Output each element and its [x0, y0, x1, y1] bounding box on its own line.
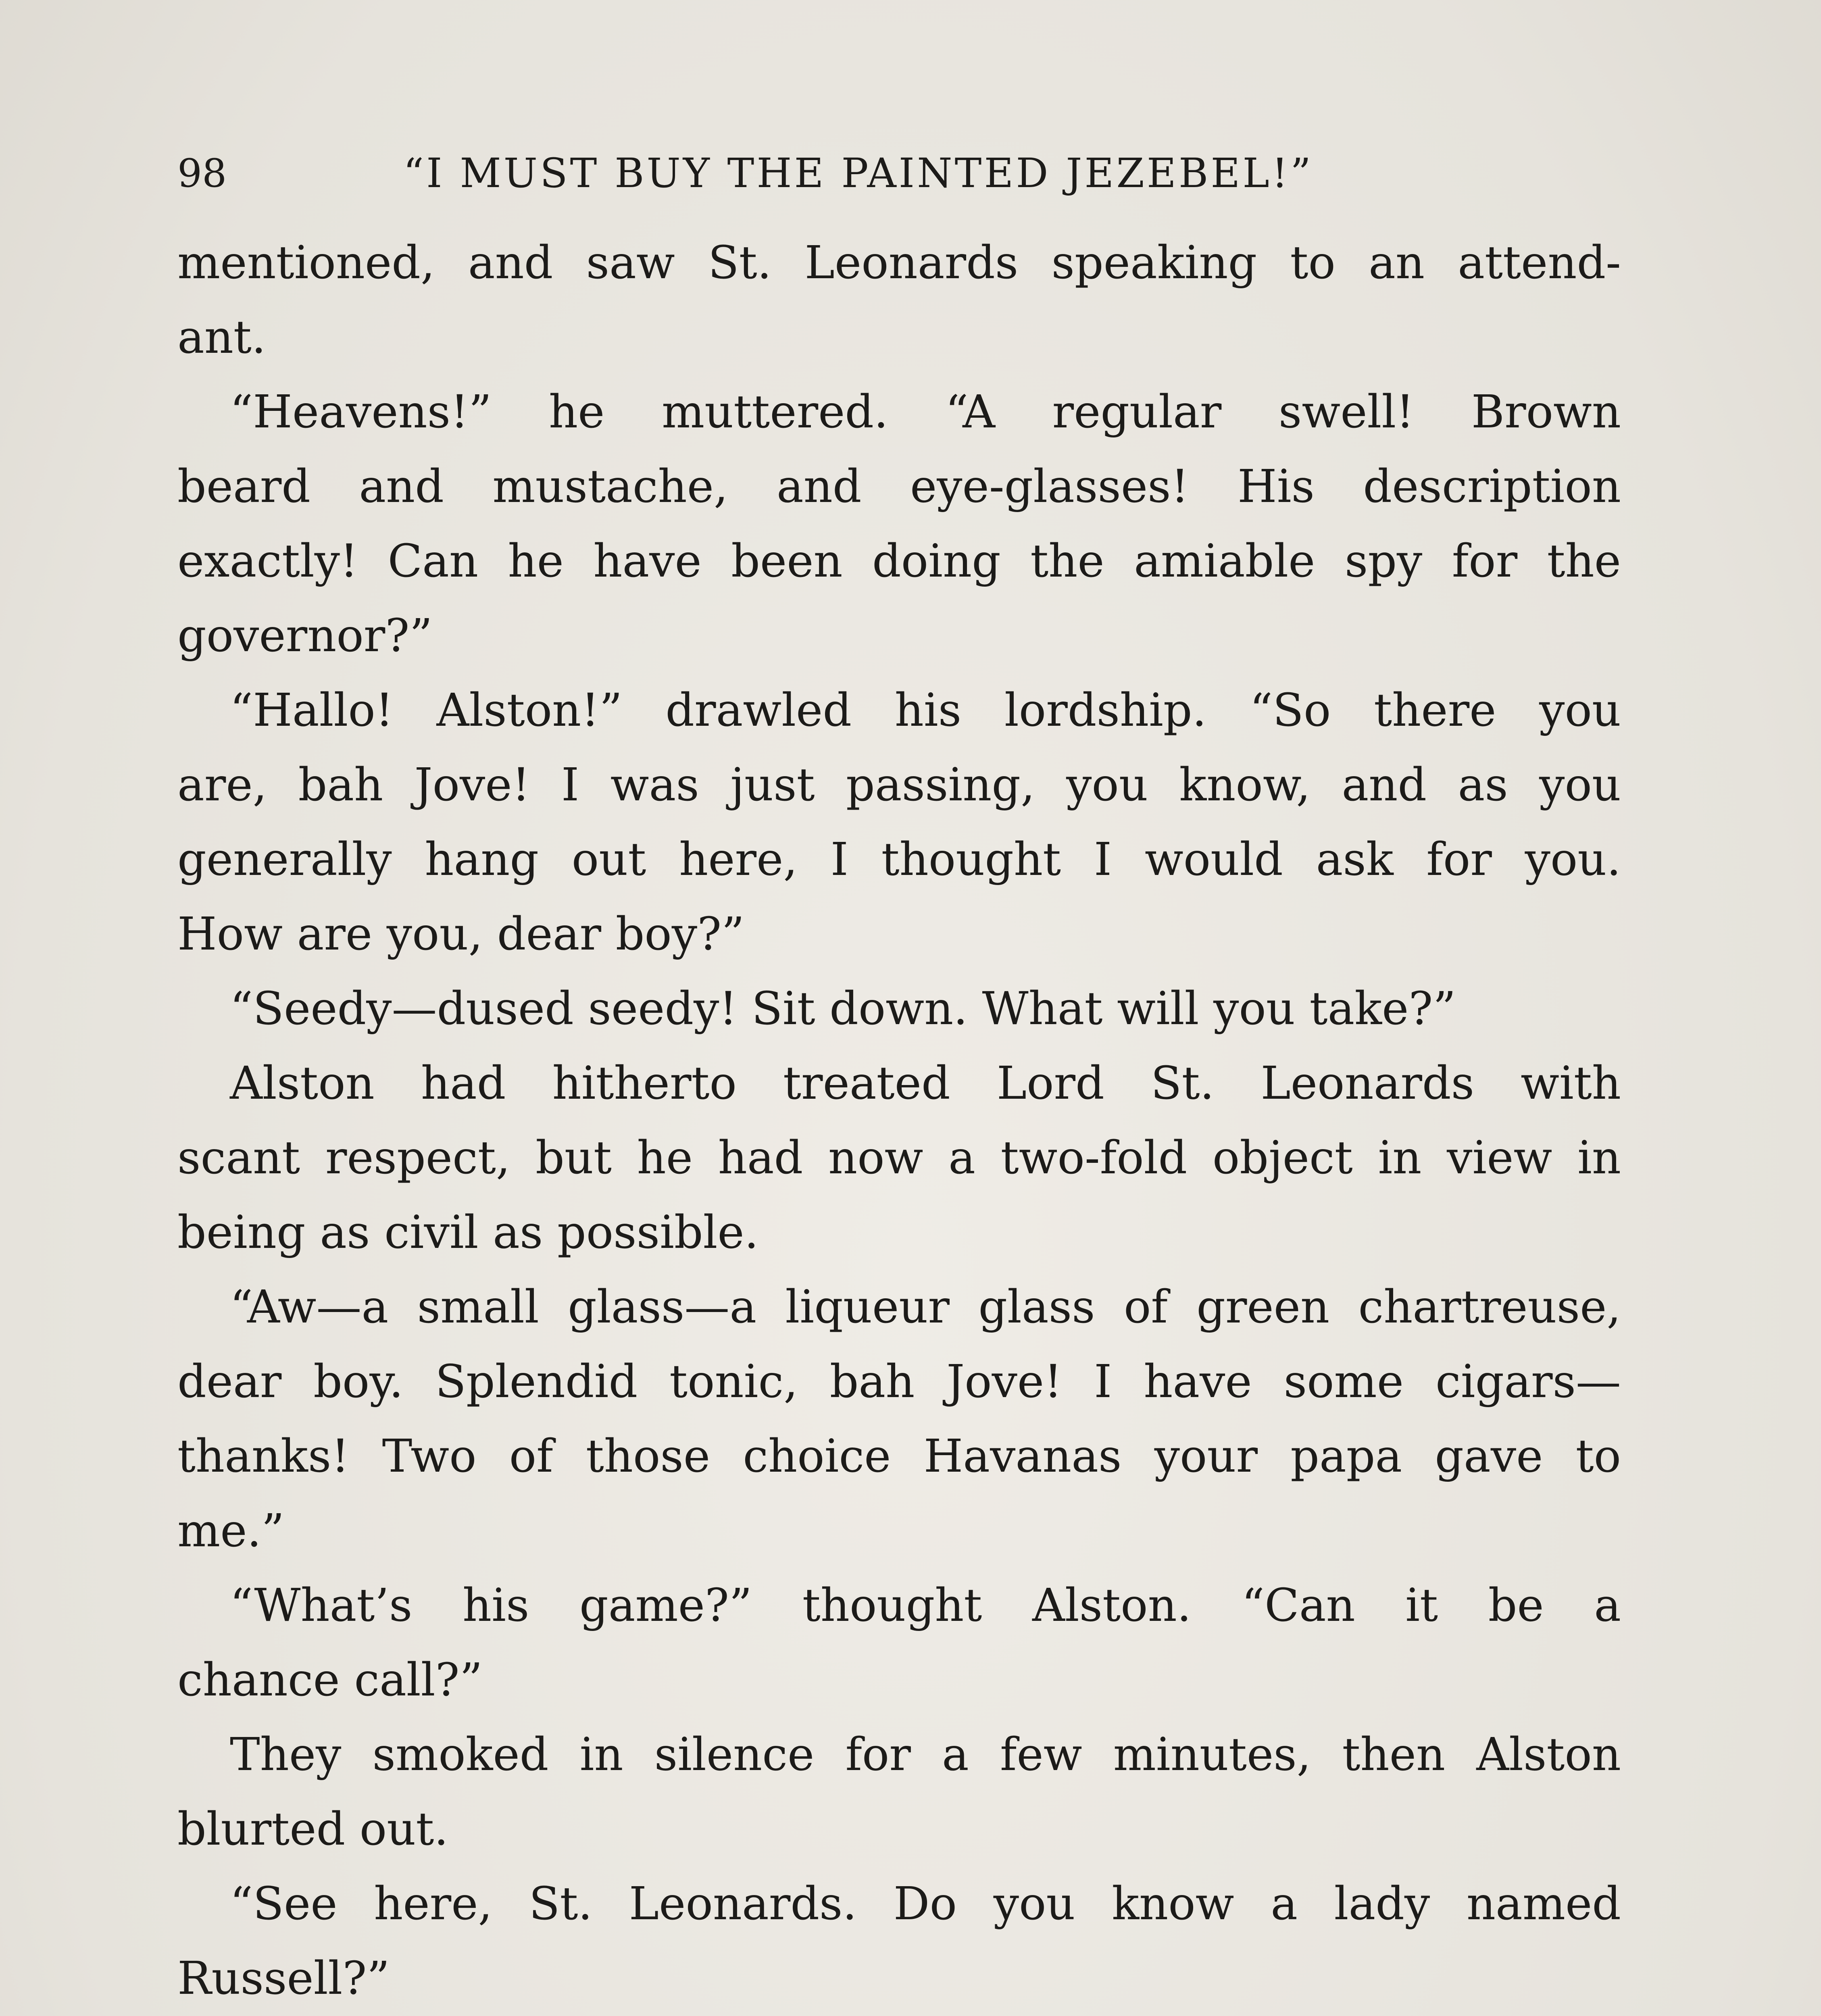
text-line: Russell?” — [177, 1952, 390, 2005]
text-line: being as civil as possible. — [177, 1206, 759, 1259]
text-line: governor?” — [177, 610, 433, 662]
text-line: “What’s his game?” thought Alston. “Can it be a — [230, 1579, 1621, 1632]
body-text — [177, 226, 1621, 2016]
text-line: are, bah Jove! I was just passing, you know, and as you — [177, 759, 1621, 811]
text-line: generally hang out here, I thought I would ask for you. — [177, 833, 1621, 886]
running-title: “I MUST BUY THE PAINTED JEZEBEL!” — [403, 150, 1314, 197]
text-line: beard and mustache, and eye-glasses! His description — [177, 460, 1621, 513]
text-line: dear boy. Splendid tonic, bah Jove! I have some cigars— — [177, 1356, 1621, 1408]
text-line: ant. — [177, 311, 266, 364]
text-line: thanks! Two of those choice Havanas your papa gave to — [177, 1430, 1621, 1483]
running-head — [177, 145, 1621, 202]
text-line: Alston had hitherto treated Lord St. Leonards with — [230, 1057, 1621, 1110]
page-number: 98 — [177, 151, 227, 196]
text-line: scant respect, but he had now a two-fold object in view in — [177, 1132, 1621, 1184]
text-line: chance call?” — [177, 1654, 483, 1706]
text-line: “Seedy—dused seedy! Sit down. What will you take?” — [230, 983, 1456, 1035]
text-line: “Hallo! Alston!” drawled his lordship. “So there you — [230, 684, 1621, 737]
text-line: exactly! Can he have been doing the amiable spy for the — [177, 535, 1621, 587]
text-line: “Aw—a small glass—a liqueur glass of green chartreuse, — [230, 1281, 1621, 1333]
text-line: They smoked in silence for a few minutes, then Alston — [230, 1729, 1621, 1781]
text-line: “Heavens!” he muttered. “A regular swell! Brown — [230, 386, 1621, 438]
text-line: How are you, dear boy?” — [177, 908, 745, 960]
text-line: blurted out. — [177, 1803, 448, 1856]
text-line: “See here, St. Leonards. Do you know a lady named — [230, 1878, 1621, 1930]
text-line: mentioned, and saw St. Leonards speaking to an attend- — [177, 237, 1621, 289]
text-line: me.” — [177, 1505, 285, 1557]
